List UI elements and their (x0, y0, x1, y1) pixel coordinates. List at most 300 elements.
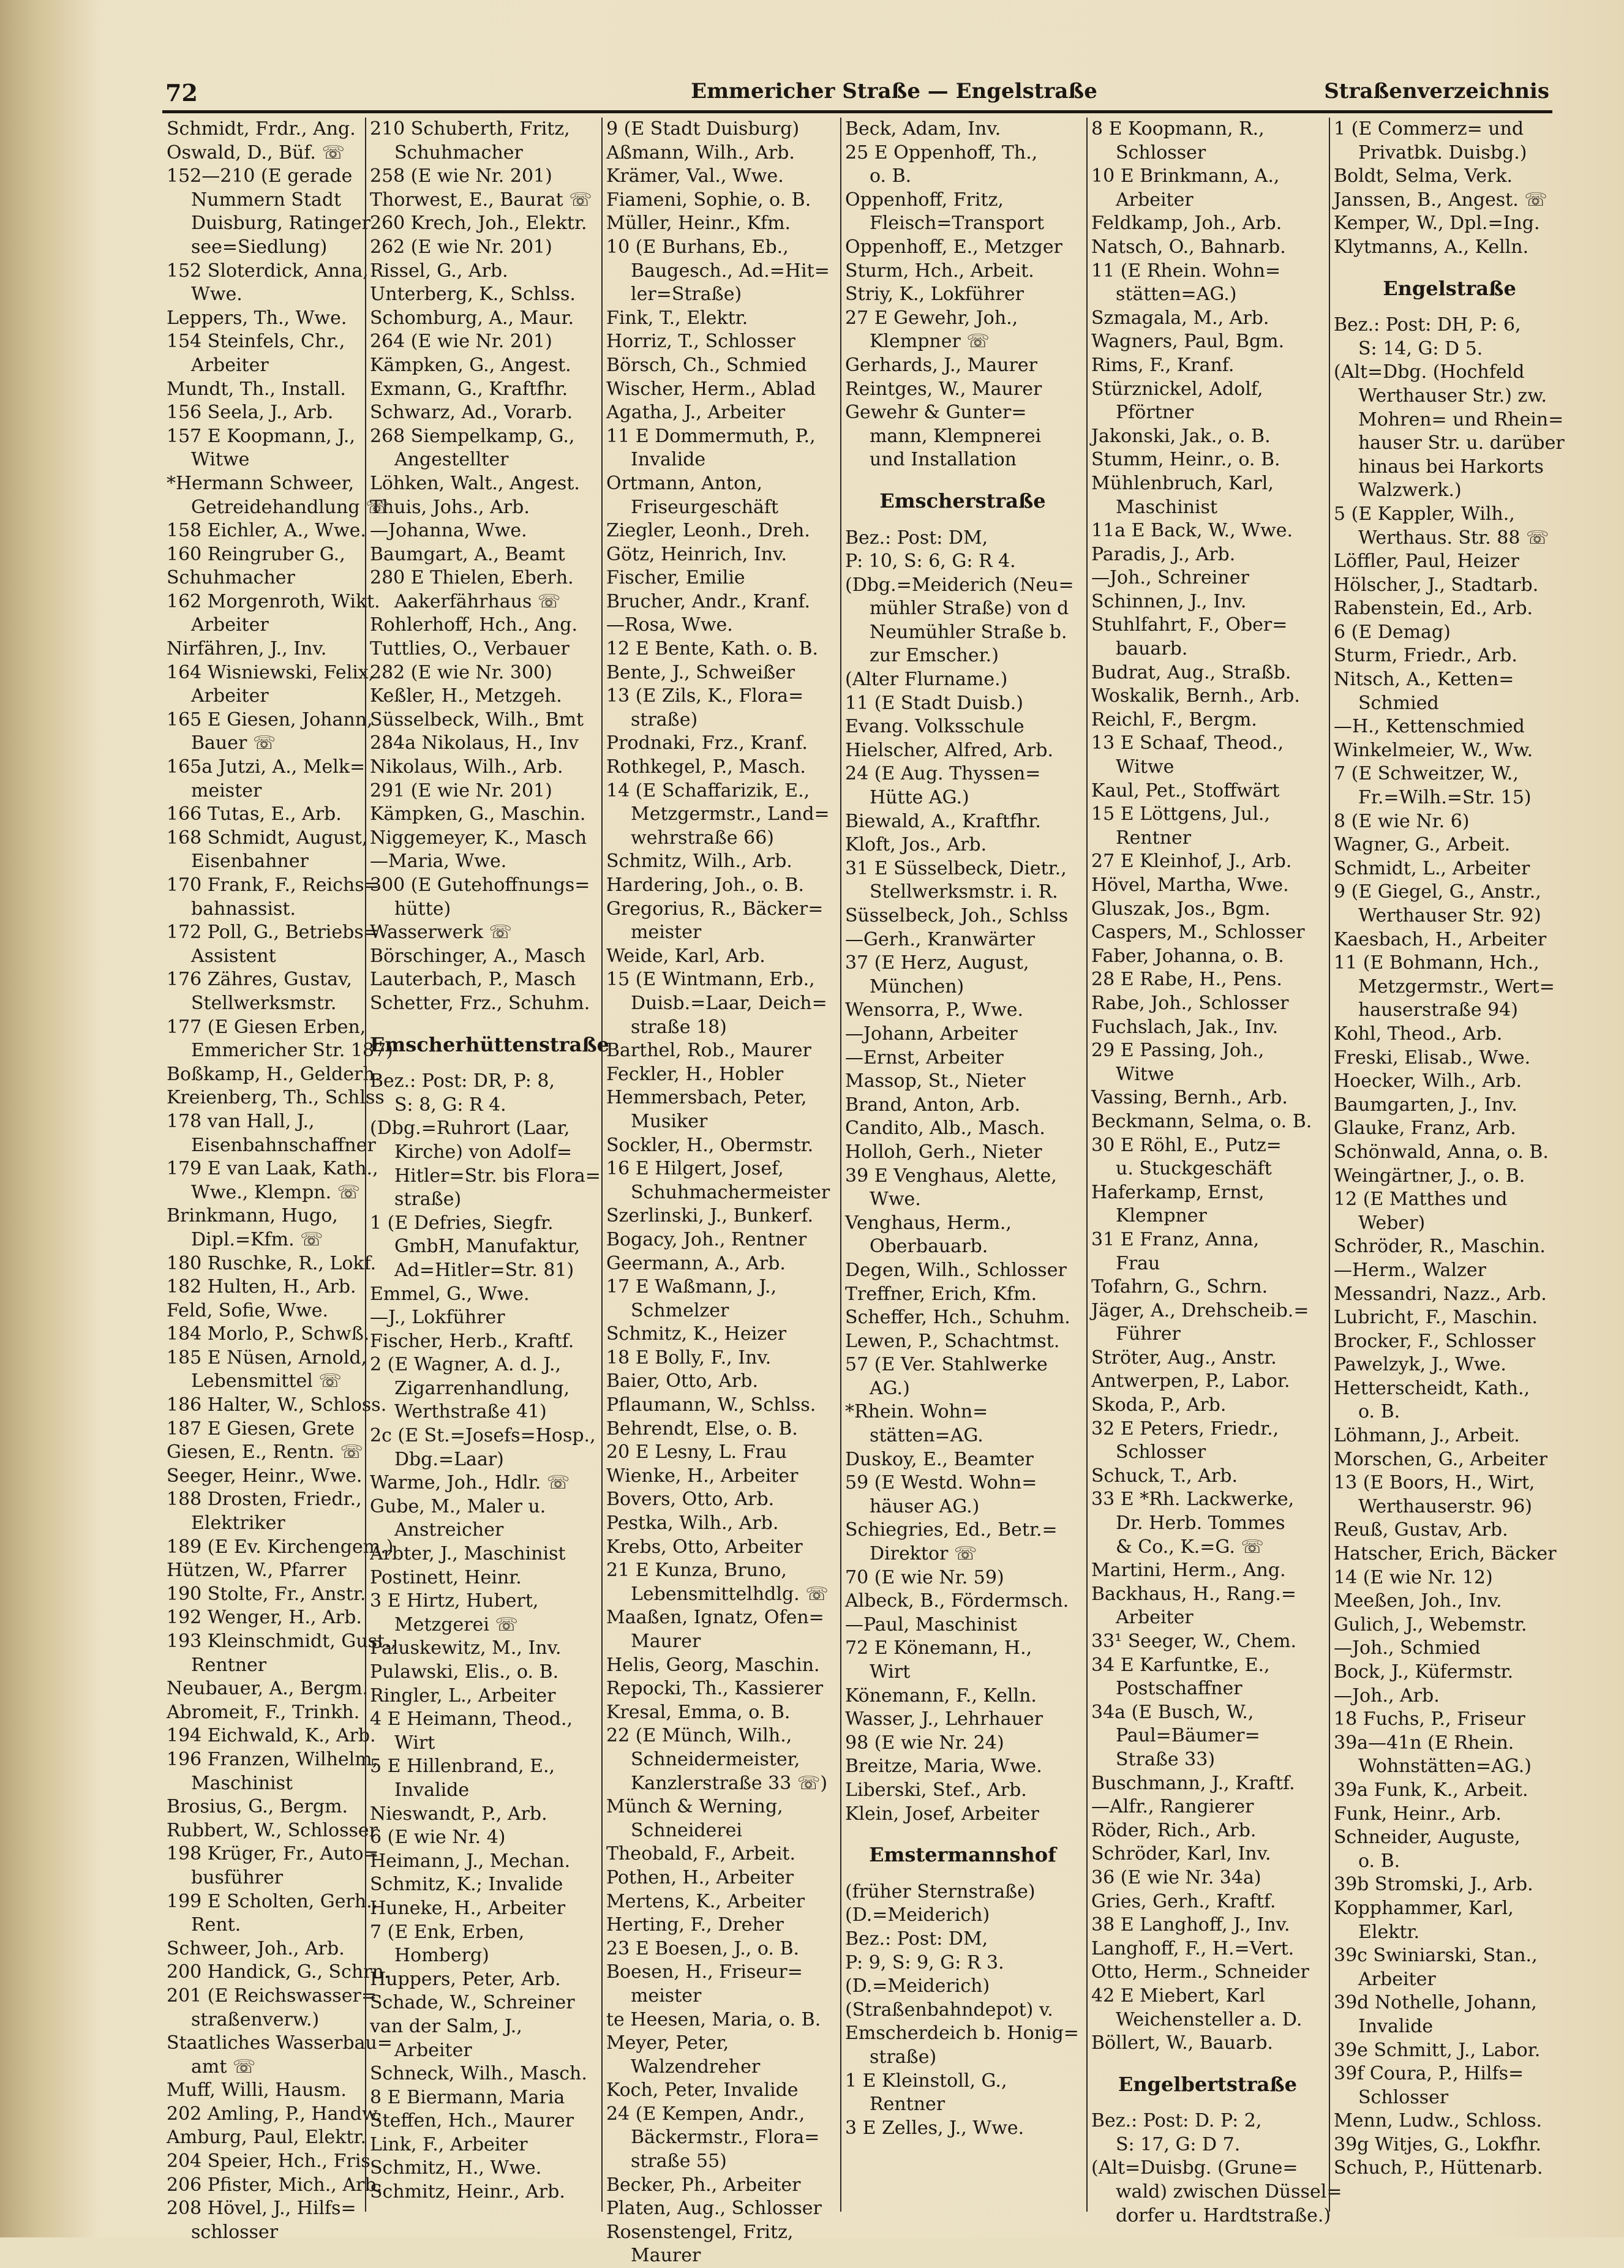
directory-entry: Hatscher, Erich, Bäcker (1334, 1543, 1557, 1565)
directory-entry: 198 Krüger, Fr., Auto= (167, 1843, 379, 1865)
directory-entry: 18 E Bolly, F., Inv. (606, 1346, 772, 1369)
directory-entry: Hövel, Martha, Wwe. (1091, 874, 1289, 896)
directory-entry: 30 E Röhl, E., Putz= (1091, 1134, 1282, 1156)
directory-entry: 18 Fuchs, P., Friseur (1334, 1708, 1525, 1730)
directory-entry: 160 Reingruber G., (167, 543, 345, 565)
column-4 (845, 118, 1080, 2212)
directory-entry: busführer (191, 1866, 284, 1888)
directory-entry: Brosius, G., Bergm. (167, 1796, 348, 1818)
directory-entry: Walzwerk.) (1358, 479, 1462, 501)
directory-entry: Oppenhoff, E., Metzger (845, 236, 1062, 258)
directory-entry: Hützen, W., Pfarrer (167, 1560, 347, 1582)
directory-entry: 185 E Nüsen, Arnold, (167, 1346, 367, 1369)
directory-entry: see=Siedlung) (191, 236, 328, 258)
directory-entry: Musiker (631, 1110, 708, 1132)
directory-entry: Wienke, H., Arbeiter (606, 1465, 799, 1487)
directory-entry: 165 E Giesen, Johann, (167, 708, 373, 730)
directory-entry: 170 Frank, F., Reichs= (167, 874, 380, 896)
directory-entry: Dipl.=Kfm. ☏ (191, 1228, 323, 1250)
directory-entry: Löffler, Paul, Heizer (1334, 550, 1519, 573)
directory-entry: Horriz, T., Schlosser (606, 331, 795, 353)
directory-entry: Süsselbeck, Wilh., Bmt (370, 708, 584, 730)
directory-entry: Pulawski, Elis., o. B. (370, 1661, 559, 1683)
directory-entry: —Maria, Wwe. (370, 850, 507, 873)
section-title: Straßenverzeichnis (1324, 79, 1549, 103)
directory-entry: 201 (E Reichswasser= (167, 1984, 377, 2007)
directory-entry: Kresal, Emma, o. B. (606, 1701, 791, 1723)
directory-entry: Sockler, H., Obermstr. (606, 1134, 814, 1156)
directory-entry: Schuch, P., Hüttenarb. (1334, 2157, 1543, 2179)
directory-entry: Wirt (394, 1732, 435, 1754)
directory-entry: 39a Funk, K., Arbeit. (1334, 1779, 1528, 1801)
directory-entry: —Johann, Arbeiter (845, 1023, 1018, 1045)
directory-entry: Arbeiter (394, 2039, 472, 2061)
directory-entry: Bock, J., Küfermstr. (1334, 1661, 1514, 1683)
directory-entry: Eisenbahner (191, 850, 309, 873)
directory-entry: Antwerpen, P., Labor. (1091, 1370, 1290, 1392)
directory-entry: Fink, T., Elektr. (606, 307, 748, 329)
directory-entry: 6 (E Demag) (1334, 621, 1451, 643)
directory-entry: 3 E Zelles, J., Wwe. (845, 2117, 1024, 2139)
directory-entry: Witwe (191, 449, 250, 471)
directory-entry: 154 Steinfels, Chr., (167, 331, 345, 353)
directory-entry: Getreidehandlung ☏ (191, 496, 389, 518)
directory-entry: Börschinger, A., Masch (370, 945, 586, 967)
directory-entry: GmbH, Manufaktur, (394, 1236, 581, 1258)
directory-entry: 200 Handick, G., Schrn. (167, 1961, 390, 1983)
directory-entry: Stuhlfahrt, F., Ober= (1091, 614, 1288, 636)
directory-entry: Wwe. (870, 1188, 921, 1211)
directory-entry: Fischer, Herb., Kraftf. (370, 1330, 574, 1352)
directory-entry: wald) zwischen Düssel= (1116, 2181, 1342, 2203)
directory-entry: Barthel, Rob., Maurer (606, 1040, 811, 1062)
directory-entry: Abromeit, F., Trinkh. (167, 1701, 360, 1723)
directory-entry: Reintges, W., Maurer (845, 378, 1042, 400)
directory-entry: 9 (E Stadt Duisburg) (606, 118, 800, 140)
directory-entry: Morschen, G., Arbeiter (1334, 1448, 1547, 1470)
street-heading: Engelbertstraße (1118, 2072, 1297, 2096)
directory-entry: Schmidt, L., Arbeiter (1334, 857, 1530, 879)
directory-entry: 39b Stromski, J., Arb. (1334, 1874, 1533, 1896)
directory-entry: Jakonski, Jak., o. B. (1091, 425, 1271, 447)
directory-entry: Schetter, Frz., Schuhm. (370, 992, 590, 1014)
directory-entry: straßenverw.) (191, 2008, 320, 2030)
directory-entry: straße 55) (631, 2150, 727, 2172)
directory-entry: Tofahrn, G., Schrn. (1091, 1276, 1268, 1298)
directory-entry: Baugesch., Ad.=Hit= (631, 260, 830, 282)
directory-entry: Kemper, W., Dpl.=Ing. (1334, 212, 1540, 235)
directory-entry: Münch & Werning, (606, 1796, 783, 1818)
directory-entry: 204 Speier, Hch., Fris. (167, 2150, 377, 2172)
directory-entry: Szmagala, M., Arb. (1091, 307, 1269, 329)
column-3 (606, 118, 836, 2267)
directory-entry: Gluszak, Jos., Bgm. (1091, 898, 1271, 920)
directory-entry: 21 E Kunza, Bruno, (606, 1560, 787, 1582)
book-gutter (0, 0, 98, 2237)
directory-entry: Rosenstengel, Fritz, (606, 2221, 794, 2243)
column-divider (1329, 118, 1330, 2212)
directory-entry: 258 (E wie Nr. 201) (370, 165, 552, 187)
directory-entry: Elektriker (191, 1512, 285, 1534)
directory-entry: Schuhmacher (167, 567, 295, 589)
directory-entry: Witwe (1116, 756, 1175, 778)
directory-entry: Krämer, Val., Wwe. (606, 165, 784, 187)
directory-entry: Börsch, Ch., Schmied (606, 354, 807, 376)
directory-entry: straße 18) (631, 1016, 727, 1038)
directory-entry: Janssen, B., Angest. ☏ (1334, 189, 1547, 211)
directory-entry: Boesen, H., Friseur= (606, 1961, 803, 1983)
directory-entry: (Dbg.=Ruhrort (Laar, (370, 1117, 570, 1140)
directory-entry: 264 (E wie Nr. 201) (370, 331, 552, 353)
directory-entry: Metzgerei ☏ (394, 1613, 519, 1635)
directory-entry: 8 E Koopmann, R., (1091, 118, 1265, 140)
directory-entry: Wagners, Paul, Bgm. (1091, 331, 1285, 353)
directory-entry: —Joh., Schmied (1334, 1637, 1481, 1659)
directory-entry: Gregorius, R., Bäcker= (606, 898, 824, 920)
directory-entry: schlosser (191, 2221, 279, 2243)
directory-entry: Arbeiter (1116, 1607, 1194, 1629)
directory-entry: —Herm., Walzer (1334, 1259, 1486, 1281)
directory-entry: Unterberg, K., Schlss. (370, 284, 576, 306)
directory-entry: ler=Straße) (631, 284, 742, 306)
directory-entry: Löhmann, J., Arbeit. (1334, 1425, 1520, 1447)
directory-entry: Rohlerhoff, Hch., Ang. (370, 614, 577, 636)
directory-entry: Emmel, G., Wwe. (370, 1283, 530, 1305)
directory-entry: 17 E Waßmann, J., (606, 1276, 777, 1298)
directory-entry: Dbg.=Laar) (394, 1448, 504, 1470)
directory-entry: München) (870, 975, 964, 997)
directory-entry: Repocki, Th., Kassierer (606, 1678, 824, 1700)
directory-entry: 9 (E Giegel, G., Anstr., (1334, 881, 1541, 903)
directory-entry: Haferkamp, Ernst, (1091, 1181, 1265, 1203)
directory-entry: Walzendreher (631, 2056, 761, 2078)
directory-entry: straße) (870, 2046, 937, 2068)
directory-entry: Tuttlies, O., Verbauer (370, 638, 570, 660)
directory-entry: Albeck, B., Fördermsch. (845, 1590, 1069, 1612)
street-heading: Emscherhüttenstraße (370, 1032, 610, 1056)
directory-entry: 13 E Schaaf, Theod., (1091, 732, 1284, 754)
directory-entry: Ziegler, Leonh., Dreh. (606, 520, 810, 542)
directory-entry: Fr.=Wilh.=Str. 15) (1358, 787, 1532, 809)
directory-entry: Klempner ☏ (870, 331, 990, 353)
directory-entry: Otto, Herm., Schneider (1091, 1961, 1309, 1983)
directory-entry: Metzgermstr., Wert= (1358, 975, 1555, 997)
directory-entry: Amburg, Paul, Elektr. (167, 2127, 367, 2149)
header-rule (162, 110, 1552, 113)
directory-entry: 193 Kleinschmidt, Gust., (167, 1631, 397, 1652)
directory-entry: 182 Hulten, H., Arb. (167, 1276, 356, 1298)
directory-entry: Huneke, H., Arbeiter (370, 1897, 566, 1919)
directory-entry: hinaus bei Harkorts (1358, 456, 1544, 478)
directory-entry: 300 (E Gutehoffnungs= (370, 874, 590, 896)
directory-entry: 8 E Biermann, Maria (370, 2086, 565, 2108)
directory-entry: (Alt=Duisbg. (Grune= (1091, 2157, 1298, 2179)
directory-entry: Invalide (394, 1779, 470, 1801)
directory-entry: Beck, Adam, Inv. (845, 118, 1001, 140)
directory-entry: Klytmanns, A., Kelln. (1334, 236, 1529, 258)
directory-entry: Winkelmeier, W., Ww. (1334, 739, 1533, 761)
directory-entry: Bez.: Post: DR, P: 8, (370, 1070, 555, 1092)
directory-entry: Wasserwerk ☏ (370, 922, 513, 944)
directory-entry: Fleisch=Transport (870, 212, 1045, 235)
directory-entry: Weingärtner, J., o. B. (1334, 1165, 1525, 1187)
directory-entry: Reichl, F., Bergm. (1091, 708, 1257, 730)
directory-entry: (D.=Meiderich) (845, 1975, 990, 1997)
directory-entry: S: 14, G: D 5. (1358, 337, 1483, 359)
directory-entry: Niggemeyer, K., Masch (370, 827, 587, 849)
directory-entry: Funk, Heinr., Arb. (1334, 1803, 1502, 1825)
directory-entry: 178 van Hall, J., (167, 1110, 315, 1132)
directory-entry: Kanzlerstraße 33 ☏) (631, 1772, 828, 1794)
directory-entry: —Joh., Schreiner (1091, 567, 1249, 589)
directory-entry: Schneiderei (631, 1819, 742, 1841)
directory-entry: Müller, Heinr., Kfm. (606, 212, 791, 235)
directory-entry: Ad=Hitler=Str. 81) (394, 1259, 574, 1281)
directory-entry: 13 (E Zils, K., Flora= (606, 685, 804, 707)
directory-entry: u. Stuckgeschäft (1116, 1158, 1272, 1180)
directory-entry: Feldkamp, Joh., Arb. (1091, 212, 1282, 235)
column-divider (840, 118, 841, 2212)
directory-entry: Reuß, Gustav, Arb. (1334, 1519, 1508, 1541)
directory-entry: Klempner (1116, 1205, 1207, 1227)
directory-entry: Dr. Herb. Tommes (1116, 1512, 1285, 1534)
directory-entry: 12 E Bente, Kath. o. B. (606, 638, 819, 660)
directory-entry: Vassing, Bernh., Arb. (1091, 1087, 1288, 1109)
directory-entry: 36 (E wie Nr. 34a) (1091, 1866, 1261, 1888)
directory-entry: Neumühler Straße b. (870, 621, 1067, 643)
directory-entry: Schneidermeister, (631, 1748, 800, 1770)
street-heading: Emscherstraße (879, 489, 1046, 513)
directory-entry: hütte) (394, 898, 451, 920)
directory-entry: Budrat, Aug., Straßb. (1091, 661, 1291, 683)
column-divider (365, 118, 366, 2212)
directory-entry: Könemann, F., Kelln. (845, 1684, 1037, 1707)
directory-entry: Schiegries, Ed., Betr.= (845, 1519, 1058, 1541)
directory-entry: 15 (E Wintmann, Erb., (606, 969, 815, 991)
directory-entry: 23 E Boesen, J., o. B. (606, 1937, 800, 1959)
directory-entry: S: 17, G: D 7. (1116, 2133, 1241, 2155)
directory-entry: Bauer ☏ (191, 732, 276, 754)
directory-entry: Schweer, Joh., Arb. (167, 1937, 345, 1959)
directory-entry: Postinett, Heinr. (370, 1566, 522, 1588)
directory-entry: Herting, F., Dreher (606, 1914, 784, 1936)
directory-entry: 157 E Koopmann, J., (167, 425, 355, 447)
directory-entry: P: 9, S: 9, G: R 3. (845, 1951, 1004, 1973)
directory-entry: 192 Wenger, H., Arb. (167, 1607, 362, 1629)
directory-entry: —Rosa, Wwe. (606, 614, 733, 636)
directory-entry: Rentner (870, 2093, 945, 2116)
directory-entry: 29 E Passing, Joh., (1091, 1040, 1265, 1062)
directory-entry: Kaul, Pet., Stoffwärt (1091, 779, 1280, 802)
directory-entry: 14 (E Schaffarizik, E., (606, 779, 810, 802)
directory-entry: Homberg) (394, 1945, 489, 1967)
directory-entry: Candito, Alb., Masch. (845, 1117, 1045, 1140)
directory-entry: Martini, Herm., Ang. (1091, 1560, 1286, 1582)
directory-entry: 262 (E wie Nr. 201) (370, 236, 552, 258)
directory-entry: Mundt, Th., Install. (167, 378, 346, 400)
directory-entry: Nirfähren, J., Inv. (167, 638, 327, 660)
directory-entry: Ortmann, Anton, (606, 472, 762, 494)
directory-entry: Frau (1116, 1252, 1160, 1274)
directory-entry: Bez.: Post: DM, (845, 527, 988, 549)
directory-entry: 1 (E Commerz= und (1334, 118, 1524, 140)
directory-entry: Schmied (1358, 692, 1439, 714)
directory-entry: Wwe., Klempn. ☏ (191, 1181, 361, 1203)
directory-entry: AG.) (870, 1377, 910, 1399)
directory-entry: Klein, Josef, Arbeiter (845, 1803, 1039, 1825)
directory-entry: Zigarrenhandlung, (394, 1377, 570, 1399)
directory-entry: Arbeiter (191, 354, 269, 376)
directory-entry: Schröder, Karl, Inv. (1091, 1843, 1271, 1865)
directory-entry: 13 (E Boors, H., Wirt, (1334, 1472, 1535, 1494)
directory-entry: Oswald, D., Büf. ☏ (167, 141, 345, 163)
directory-entry: Pawelzyk, J., Wwe. (1334, 1354, 1506, 1376)
directory-entry: Arbeiter (191, 685, 269, 707)
directory-entry: Rothkegel, P., Masch. (606, 756, 806, 778)
directory-entry: Oberbauarb. (870, 1236, 988, 1258)
directory-entry: 158 Eichler, A., Wwe. (167, 520, 366, 542)
directory-entry: Rabe, Joh., Schlosser (1091, 992, 1289, 1014)
directory-entry: Privatbk. Duisbg.) (1358, 141, 1527, 163)
directory-entry: Gulich, J., Webemstr. (1334, 1613, 1527, 1635)
directory-entry: 39f Coura, P., Hilfs= (1334, 2063, 1524, 2085)
directory-entry: stätten=AG. (870, 1425, 983, 1447)
directory-entry: 10 (E Burhans, Eb., (606, 236, 789, 258)
directory-entry: 199 E Scholten, Gerh., (167, 1890, 378, 1912)
directory-entry: Bente, J., Schweißer (606, 661, 795, 683)
directory-entry: Neubauer, A., Bergm. (167, 1678, 369, 1700)
directory-entry: Striy, K., Lokführer (845, 284, 1024, 306)
directory-entry: Duskoy, E., Beamter (845, 1448, 1034, 1470)
directory-entry: Hoecker, Wilh., Arb. (1334, 1070, 1522, 1092)
directory-entry: 202 Amling, P., Handw. (167, 2103, 382, 2125)
directory-entry: Fiameni, Sophie, o. B. (606, 189, 811, 211)
directory-entry: Wischer, Herm., Ablad (606, 378, 816, 400)
directory-entry: Lebensmittel ☏ (191, 1370, 342, 1392)
directory-entry: Werthauser Str. 92) (1358, 905, 1541, 926)
directory-entry: Hemmersbach, Peter, (606, 1087, 807, 1109)
street-heading: Engelstraße (1383, 276, 1516, 300)
directory-entry: Straße 33) (1116, 1748, 1216, 1770)
directory-entry: Rubbert, W., Schlosser (167, 1819, 378, 1841)
directory-entry: Hitler=Str. bis Flora= (394, 1165, 601, 1187)
directory-entry: 59 (E Westd. Wohn= (845, 1472, 1037, 1494)
directory-entry: Skoda, P., Arb. (1091, 1394, 1227, 1416)
directory-entry: hauser Str. u. darüber (1358, 432, 1565, 454)
directory-entry: meister (631, 922, 702, 944)
directory-entry: Angestellter (394, 449, 509, 471)
directory-entry: 70 (E wie Nr. 59) (845, 1566, 1004, 1588)
directory-entry: Maurer (631, 1631, 701, 1652)
directory-entry: Emscherdeich b. Honig= (845, 2022, 1079, 2045)
directory-entry: Lewen, P., Schachtmst. (845, 1330, 1060, 1352)
directory-entry: Meyer, Peter, (606, 2032, 729, 2054)
directory-entry: 42 E Miebert, Karl (1091, 1984, 1265, 2007)
directory-entry: 166 Tutas, E., Arb. (167, 803, 342, 825)
directory-entry: 11a E Back, W., Wwe. (1091, 520, 1293, 542)
directory-entry: Huppers, Peter, Arb. (370, 1968, 561, 1990)
directory-entry: Gewehr & Gunter= (845, 402, 1027, 424)
directory-entry: Schmitz, Wilh., Arb. (606, 850, 792, 873)
directory-entry: Thorwest, E., Baurat ☏ (370, 189, 592, 211)
directory-entry: 28 E Rabe, H., Pens. (1091, 969, 1282, 991)
directory-entry: Rabenstein, Ed., Arb. (1334, 598, 1533, 620)
directory-entry: Schröder, R., Maschin. (1334, 1236, 1546, 1258)
directory-entry: Seeger, Heinr., Wwe. (167, 1465, 363, 1487)
directory-entry: 34a (E Busch, W., (1091, 1701, 1254, 1723)
directory-entry: 280 E Thielen, Eberh. (370, 567, 574, 589)
directory-entry: —Johanna, Wwe. (370, 520, 527, 542)
directory-entry: Warme, Joh., Hdlr. ☏ (370, 1472, 570, 1494)
directory-entry: Schmitz, K.; Invalide (370, 1874, 563, 1896)
directory-entry: 11 (E Rhein. Wohn= (1091, 260, 1281, 282)
directory-entry: Faber, Johanna, o. B. (1091, 945, 1284, 967)
directory-entry: Bez.: Post: D. P: 2, (1091, 2110, 1262, 2132)
directory-entry: Nitsch, A., Ketten= (1334, 669, 1514, 691)
directory-entry: Becker, Ph., Arbeiter (606, 2174, 801, 2196)
directory-entry: Lauterbach, P., Masch (370, 969, 576, 991)
directory-entry: 37 (E Herz, August, (845, 952, 1029, 974)
directory-entry: Rentner (1116, 827, 1192, 849)
directory-entry: Gube, M., Maler u. (370, 1495, 546, 1517)
directory-entry: Paradis, J., Arb. (1091, 543, 1236, 565)
directory-entry: Schlosser (1116, 141, 1206, 163)
column-5 (1091, 118, 1342, 2226)
directory-entry: Sturm, Hch., Arbeit. (845, 260, 1034, 282)
directory-entry: 189 (E Ev. Kirchengem.) (167, 1536, 394, 1558)
directory-entry: Szerlinski, J., Bunkerf. (606, 1205, 814, 1227)
directory-entry: P: 10, S: 6, G: R 4. (845, 550, 1016, 573)
directory-entry: 1 (E Defries, Siegfr. (370, 1212, 554, 1234)
directory-entry: 39e Schmitt, J., Labor. (1334, 2039, 1541, 2061)
directory-entry: Schuhmacher (394, 141, 523, 163)
directory-entry: Baumgart, A., Beamt (370, 543, 565, 565)
directory-entry: Hölscher, J., Stadtarb. (1334, 574, 1539, 596)
column-divider (601, 118, 603, 2212)
directory-entry: 184 Morlo, P., Schwß. (167, 1323, 370, 1345)
directory-entry: Maaßen, Ignatz, Ofen= (606, 1607, 824, 1629)
directory-entry: Duisburg, Ratinger (191, 212, 370, 235)
directory-entry: 38 E Langhoff, J., Inv. (1091, 1914, 1290, 1936)
directory-entry: Kaesbach, H., Arbeiter (1334, 928, 1547, 950)
directory-entry: Brocker, F., Schlosser (1334, 1330, 1536, 1352)
column-1 (167, 118, 397, 2243)
directory-entry: Agatha, J., Arbeiter (606, 402, 786, 424)
directory-entry: Rissel, G., Arb. (370, 260, 508, 282)
directory-entry: 152 Sloterdick, Anna, (167, 260, 369, 282)
directory-entry: Eisenbahnschaffner (191, 1134, 376, 1156)
directory-entry: 180 Ruschke, R., Lokf. (167, 1252, 377, 1274)
directory-entry: Werthauser Str.) zw. (1358, 385, 1547, 407)
directory-entry: 162 Morgenroth, Wikt. (167, 590, 380, 612)
directory-entry: 210 Schuberth, Fritz, (370, 118, 570, 140)
directory-entry: Degen, Wilh., Schlosser (845, 1259, 1067, 1281)
directory-entry: Rentner (191, 1654, 267, 1676)
directory-entry: 196 Franzen, Wilhelm, (167, 1748, 378, 1770)
directory-entry: Rims, F., Kranf. (1091, 354, 1235, 376)
directory-entry: Maurer (631, 2245, 701, 2267)
directory-entry: Theobald, F., Arbeit. (606, 1843, 796, 1865)
directory-entry: Schlosser (1116, 1441, 1206, 1463)
directory-entry: *Rhein. Wohn= (845, 1401, 988, 1423)
directory-entry: Mohren= und Rhein= (1358, 408, 1564, 430)
directory-entry: 194 Eichwald, K., Arb. (167, 1725, 376, 1747)
directory-entry: Koch, Peter, Invalide (606, 2079, 799, 2101)
directory-entry: straße) (631, 708, 698, 730)
directory-entry: 164 Wisniewski, Felix, (167, 661, 375, 683)
directory-entry: te Heesen, Maria, o. B. (606, 2008, 821, 2030)
directory-entry: Aakerfährhaus ☏ (394, 590, 561, 612)
